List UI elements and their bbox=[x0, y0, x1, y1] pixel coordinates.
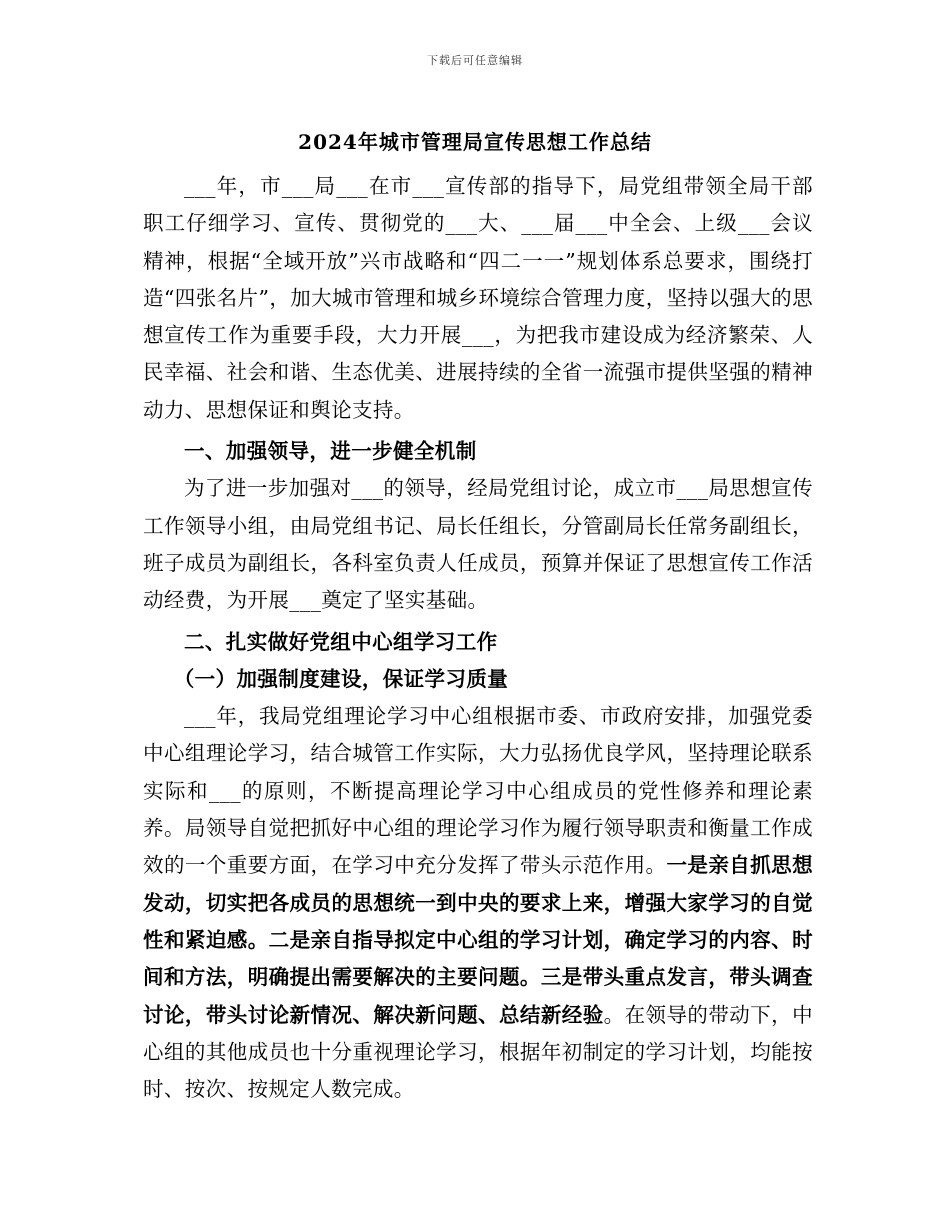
section-heading-1: 一、加强领导，进一步健全机制 bbox=[184, 439, 477, 464]
paragraph-leadership: 为了进一步加强对___的领导，经局党组讨论，成立市___局思想宣传工作领导小组，由局党组书记、局长任组长，分管副局长任常务副组长，班子成员为副组长，各科室负责人任成员，预算并保证了思想宣传工作活动经费，为开展___奠定了坚实基础。 bbox=[143, 476, 813, 613]
header-note: 下载后可任意编辑 bbox=[427, 54, 523, 67]
section-heading-2: 二、扎实做好党组中心组学习工作 bbox=[184, 629, 498, 654]
paragraph-study bbox=[143, 698, 813, 1108]
document-title: 2024年城市管理局宣传思想工作总结 bbox=[298, 130, 652, 154]
document-body bbox=[143, 168, 813, 1108]
paragraph-study-end: 。在领导的带动下，中心组的其他成员也十分重视理论学习，根据年初制定的学习计划，均能按时、按次、按规定人数完成。 bbox=[143, 1002, 814, 1102]
paragraph-intro: ___年，市___局___在市___宣传部的指导下，局党组带领全局干部职工仔细学习、宣传、贯彻党的___大、___届___中全会、上级___会议精神，根据“全域开放”兴市战略和“四二一一”规划体系总要求，围绕打造“四张名片”，加大城市管理和城乡环境综合管理力度，坚持以强大的思想宣传工作为重要手段，大力开展___，为把我市建设成为经济繁荣、人民幸福、社会和谐、生态优美、进展持续的全省一流强市提供坚强的精神动力、思想保证和舆论支持。 bbox=[143, 174, 813, 422]
paragraph-study-bold: 一是亲自抓思想发动，切实把各成员的思想统一到中央的要求上来，增强大家学习的自觉性和紧迫感。二是亲自指导拟定中心组的学习计划，确定学习的内容、时间和方法，明确提出需要解决的主要问题。三是带头重点发言，带头调查讨论，带头讨论新情况、解决新问题、总结新经验 bbox=[143, 853, 813, 1027]
subsection-heading-2-1: （一）加强制度建设，保证学习质量 bbox=[173, 666, 509, 691]
paragraph-study-intro: ___年，我局党组理论学习中心组根据市委、市政府安排，加强党委中心组理论学习，结合城管工作实际，大力弘扬优良学风，坚持理论联系实际和___的原则，不断提高理论学习中心组成员的党性修养和理论素养。局领导自觉把抓好中心组的理论学习作为履行领导职责和衡量工作成效的一个重要方面，在学习中充分发挥了带头示范作用。 bbox=[143, 704, 813, 878]
